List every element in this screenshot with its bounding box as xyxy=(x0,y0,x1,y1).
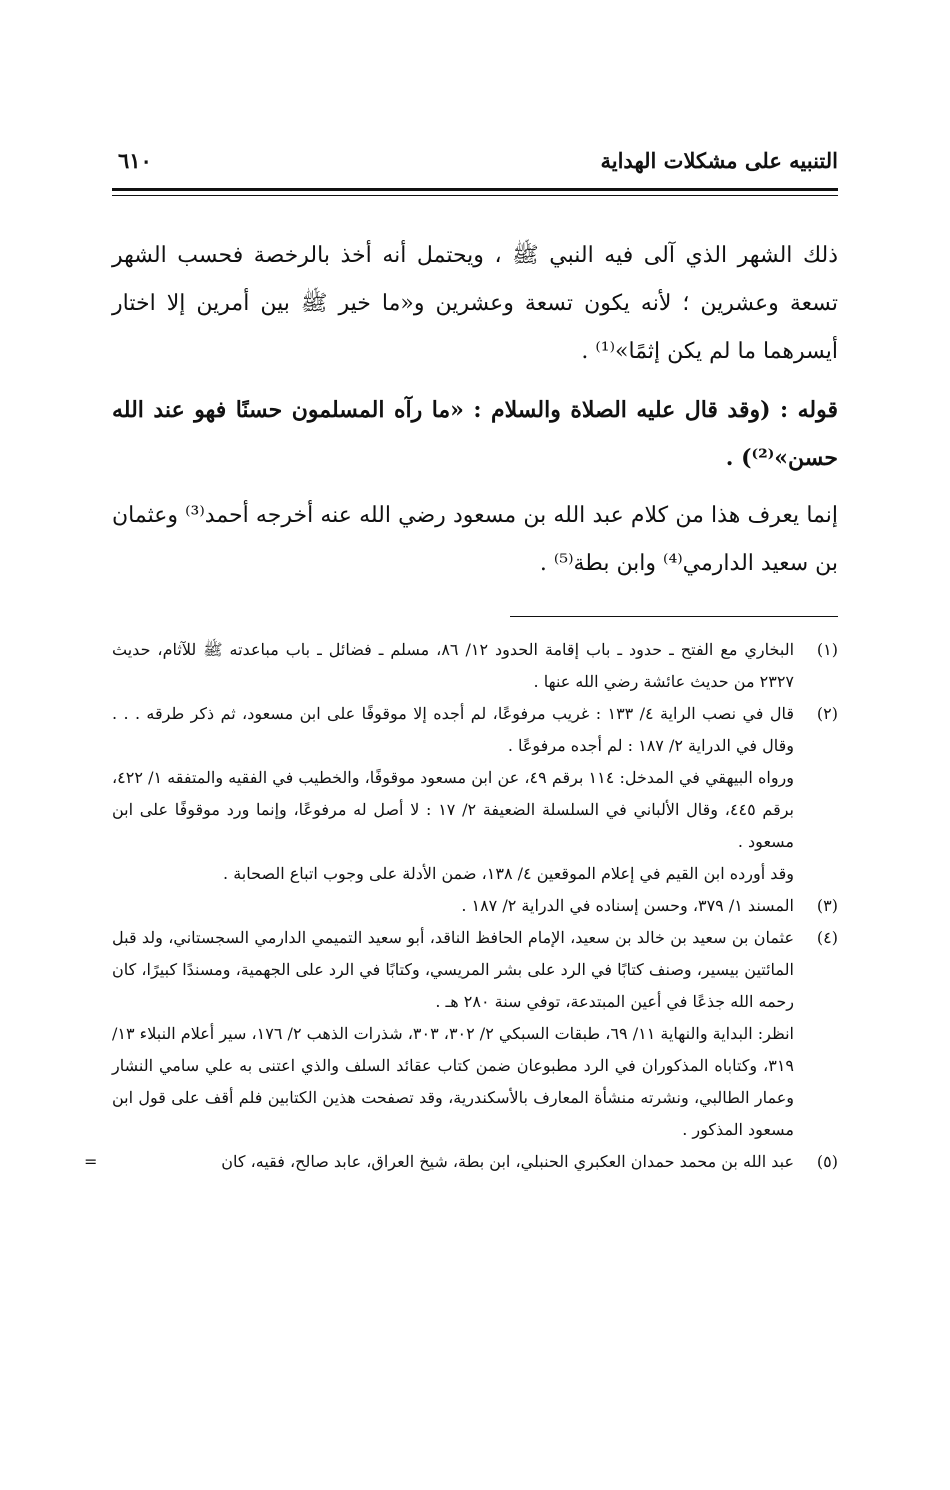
footnote-number: (١) xyxy=(816,640,838,659)
running-title: التنبيه على مشكلات الهداية xyxy=(600,148,838,173)
paragraph: إنما يعرف هذا من كلام عبد الله بن مسعود رضي الله عنه أخرجه أحمد⁽³⁾ وعثمان بن سعيد الدارمي⁽⁴⁾ وابن بطة⁽⁵⁾ . xyxy=(112,503,838,576)
footnotes xyxy=(84,634,838,1178)
quoted-statement: قوله : (وقد قال عليه الصلاة والسلام : «ما رآه المسلمون حسنًا فهو عند الله حسن»⁽²⁾) . xyxy=(112,397,838,471)
footnote-text: البخاري مع الفتح ـ حدود ـ باب إقامة الحدود ١٢/ ٨٦، مسلم ـ فضائل ـ باب مباعدته ﷺ للآثام، حديث ٢٣٢٧ من حديث عائشة رضي الله عنها . xyxy=(112,640,795,691)
footnote-1 xyxy=(112,634,838,698)
footnote-text: قال في نصب الراية ٤/ ١٣٣ : غريب مرفوعًا، لم أجده إلا موقوفًا على ابن مسعود، ثم ذكر طرقه . . . وقال في الدراية ٢/ ١٨٧ : لم أجده مرفوعًا . xyxy=(112,704,794,755)
paragraph: ذلك الشهر الذي آلى فيه النبي ﷺ ، ويحتمل أنه أخذ بالرخصة فحسب الشهر تسعة وعشرين ؛ لأنه يكون تسعة وعشرين و«ما خير ﷺ بين أمرين إلا اختار أيسرهما ما لم يكن إثمًا»⁽¹⁾ . xyxy=(112,243,838,364)
footnote-number: (٣) xyxy=(816,896,838,915)
footnote-text: عبد الله بن محمد حمدان العكبري الحنبلي، ابن بطة، شيخ العراق، عابد صالح، فقيه، كان xyxy=(221,1152,794,1171)
footnote-3 xyxy=(112,890,838,922)
footnote-number: (٢) xyxy=(816,704,838,723)
continuation-mark: = xyxy=(84,1152,98,1171)
main-text xyxy=(112,232,838,598)
footnote-text: المسند ١/ ٣٧٩، وحسن إسناده في الدراية ٢/ ١٨٧ . xyxy=(461,896,794,915)
footnote-number: (٤) xyxy=(816,928,838,947)
page-number: ٦١٠ xyxy=(118,148,152,173)
footnote-separator xyxy=(510,616,838,617)
header-rule-thick xyxy=(112,188,838,191)
footnote-4 xyxy=(112,922,838,1018)
footnote-2-continuation: ورواه البيهقي في المدخل: ١١٤ برقم ٤٩، عن ابن مسعود موقوفًا، والخطيب في الفقيه والمتفقه ١/ ٤٢٢، برقم ٤٤٥، وقال الألباني في السلسلة الضعيفة ٢/ ١٧ : لا أصل له مرفوعًا، وإنما ورد موقوفًا على ابن مسعود . xyxy=(112,768,795,851)
footnote-2-continuation: وقد أورده ابن القيم في إعلام الموقعين ٤/ ١٣٨، ضمن الأدلة على وجوب اتباع الصحابة . xyxy=(223,864,794,883)
footnote-number: (٥) xyxy=(816,1152,838,1171)
page-header xyxy=(118,144,838,184)
footnote-text: عثمان بن سعيد بن خالد بن سعيد، الإمام الحافظ الناقد، أبو سعيد التميمي الدارمي السجستاني، ولد قبل المائتين بيسير، وصنف كتابًا في الرد على بشر المريسي، وكتابًا في الرد على الجهمية، ومسندًا كبيرًا، كان رحمه الله جذعًا في أعين المبتدعة، توفي سنة ٢٨٠ هـ . xyxy=(112,928,794,1011)
header-rule-thin xyxy=(112,195,838,196)
footnote-4-continuation: انظر: البداية والنهاية ١١/ ٦٩، طبقات السبكي ٢/ ٣٠٢، ٣٠٣، شذرات الذهب ٢/ ١٧٦، سير أعلام النبلاء ١٣/ ٣١٩، وكتاباه المذكوران في الرد مطبوعان ضمن كتاب عقائد السلف والذي اعتنى به علي سامي النشار وعمار الطالبي، ونشرته منشأة المعارف بالأسكندرية، وقد تصفحت هذين الكتابين فلم أقف على قول ابن مسعود المذكور . xyxy=(112,1024,794,1139)
footnote-5 xyxy=(84,1146,838,1178)
footnote-2 xyxy=(112,698,838,762)
